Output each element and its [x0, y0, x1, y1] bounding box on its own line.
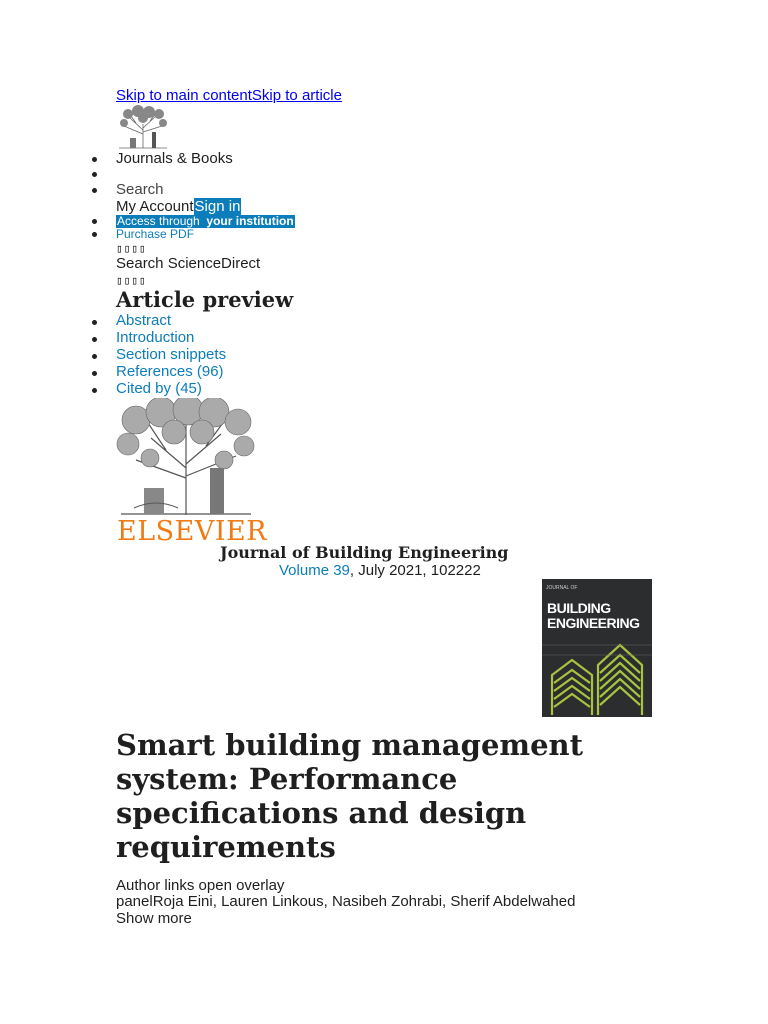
toc-references-link[interactable]: References (96): [116, 363, 224, 380]
sign-in-button[interactable]: Sign in: [194, 198, 241, 215]
toc-abstract-link[interactable]: Abstract: [116, 312, 172, 329]
elsevier-tree-large-logo[interactable]: [116, 398, 256, 516]
toc-introduction-link[interactable]: Introduction: [116, 329, 195, 346]
list-bullet: [92, 188, 97, 193]
skip-to-main-link[interactable]: Skip to main content: [116, 87, 252, 104]
issue-info: , July 2021, 102222: [349, 562, 481, 579]
list-bullet: [92, 371, 97, 376]
search-sciencedirect-input[interactable]: Search ScienceDirect: [116, 255, 261, 272]
author-links-overlay-button[interactable]: Author links open overlay: [116, 877, 285, 894]
toc-cited-by-link[interactable]: Cited by (45): [116, 380, 202, 397]
list-bullet: [92, 354, 97, 359]
journal-cover-image[interactable]: [542, 579, 652, 717]
elsevier-wordmark: ELSEVIER: [117, 516, 268, 547]
cover-building-graphic: [542, 635, 652, 717]
toc-section-snippets-link[interactable]: Section snippets: [116, 346, 227, 363]
purchase-pdf-link[interactable]: Purchase PDF: [116, 227, 195, 241]
journal-title-link[interactable]: Journal of Building Engineering: [220, 543, 509, 562]
elsevier-tree-logo[interactable]: [116, 104, 170, 149]
list-bullet: [92, 219, 97, 224]
access-through-label: Access through: [117, 214, 200, 228]
list-bullet: [92, 157, 97, 162]
list-bullet: [92, 388, 97, 393]
cover-title-line2: ENGINEERING: [547, 615, 640, 631]
article-preview-heading: Article preview: [116, 287, 294, 312]
missing-glyph-icon: ▯▯▯▯: [116, 274, 147, 287]
list-bullet: [92, 320, 97, 325]
cover-title-line1: BUILDING: [547, 600, 611, 616]
skip-to-article-link[interactable]: Skip to article: [251, 87, 342, 104]
article-title: Smart building management system: Performance specifications and design requirements: [116, 728, 584, 864]
your-institution-label: your institution: [206, 214, 294, 228]
show-more-button[interactable]: Show more: [116, 910, 192, 927]
author-list[interactable]: panelRoja Eini, Lauren Linkous, Nasibeh Zohrabi, Sherif Abdelwahed: [116, 893, 576, 910]
account-row: [116, 198, 241, 215]
volume-link[interactable]: Volume 39: [279, 562, 350, 579]
cover-small-text: JOURNAL OF: [546, 585, 578, 591]
my-account-link[interactable]: My Account: [116, 198, 194, 215]
volume-info: [279, 562, 481, 579]
missing-glyph-icon: ▯▯▯▯: [116, 242, 147, 255]
list-bullet: [92, 232, 97, 237]
journals-books-link[interactable]: Journals & Books: [116, 150, 233, 167]
list-bullet: [92, 172, 97, 177]
list-bullet: [92, 337, 97, 342]
search-button[interactable]: Search: [116, 181, 164, 198]
skip-links: [116, 87, 342, 104]
